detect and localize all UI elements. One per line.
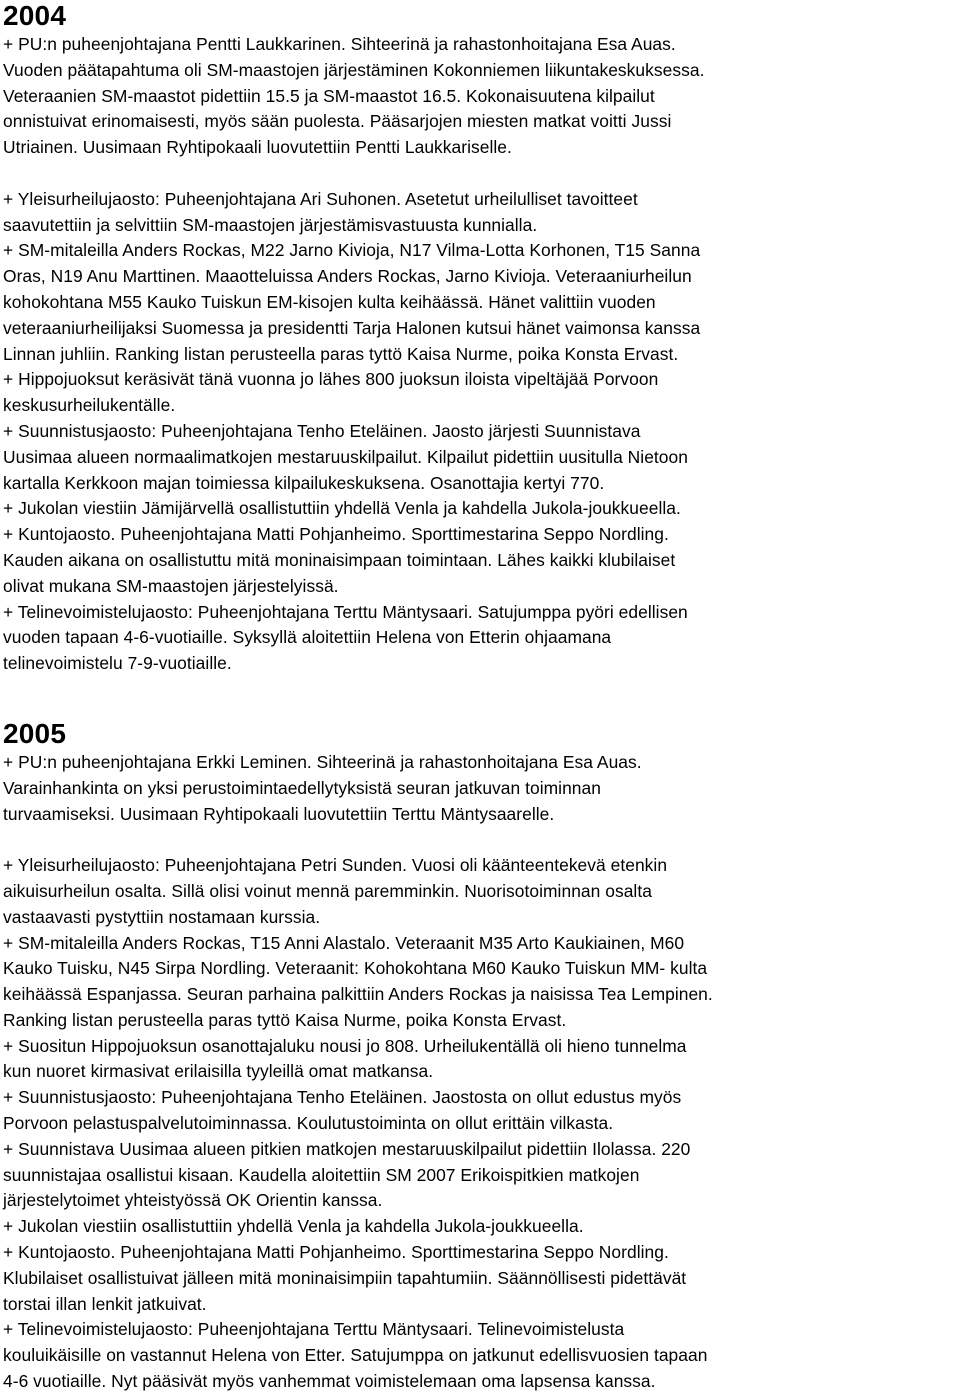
text-line: + Hippojuoksut keräsivät tänä vuonna jo lähes 800 juoksun iloista vipeltäjää Porvoon [3,369,659,390]
text-line: + PU:n puheenjohtajana Erkki Leminen. Sihteerinä ja rahastonhoitajana Esa Auas. [3,751,642,772]
paragraph-gap [3,161,957,187]
text-line: + Yleisurheilujaosto: Puheenjohtajana Petri Sunden. Vuosi oli käänteentekevä etenkin [3,855,668,876]
text-line: suunnistajaa osallistui kisaan. Kaudella aloitettiin SM 2007 Erikoispitkien matkojen [3,1164,640,1185]
text-line: keskusurheilukentälle. [3,395,176,416]
text-line: + Jukolan viestiin Jämijärvellä osallistuttiin yhdellä Venla ja kahdella Jukola-joukkueella. [3,498,681,519]
text-line: + Telinevoimistelujaosto: Puheenjohtajana Terttu Mäntysaari. Satujumppa pyöri edellisen [3,601,688,622]
text-line: + Yleisurheilujaosto: Puheenjohtajana Ari Suhonen. Asetetut urheilulliset tavoitteet [3,188,638,209]
text-line: Klubilaiset osallistuivat jälleen mitä moninaisimpiin tapahtumiin. Säännöllisesti pidettävät [3,1267,687,1288]
text-line: Uusimaa alueen normaalimatkojen mestaruuskilpailut. Kilpailut pidettiin uusitulla Nietoon [3,446,688,467]
paragraph-2004-sections [3,187,957,677]
text-line: + Suunnistusjaosto: Puheenjohtajana Tenho Eteläinen. Jaosto järjesti Suunnistava [3,420,641,441]
text-line: + Kuntojaosto. Puheenjohtajana Matti Pohjanheimo. Sporttimestarina Seppo Nordling. [3,1242,669,1263]
text-line: + PU:n puheenjohtajana Pentti Laukkarinen. Sihteerinä ja rahastonhoitajana Esa Auas. [3,34,676,54]
paragraph-gap [3,827,957,853]
text-line: järjestelytoimet yhteistyössä OK Orientin kanssa. [3,1190,383,1211]
text-line: Vuoden päätapahtuma oli SM-maastojen järjestäminen Kokonniemen liikuntakeskuksessa. [3,59,705,80]
text-line: torstai illan lenkit jatkuivat. [3,1293,207,1314]
text-line: + Jukolan viestiin osallistuttiin yhdellä Venla ja kahdella Jukola-joukkueella. [3,1216,584,1237]
text-line: Linnan juhliin. Ranking listan perusteella paras tyttö Kaisa Nurme, poika Konsta Ervast. [3,343,679,364]
text-line: vuoden tapaan 4-6-vuotiaille. Syksyllä aloitettiin Helena von Etterin ohjaamana [3,627,612,648]
text-line: Kauden aikana on osallistuttu mitä moninaisimpaan toimintaan. Lähes kaikki klubilaiset [3,549,676,570]
text-line: turvaamiseksi. Uusimaan Ryhtipokaali luovutettiin Terttu Mäntysaarelle. [3,803,555,824]
paragraph-2005-sections [3,853,957,1395]
paragraph-2005-board [3,750,957,827]
text-line: Veteraanien SM-maastot pidettiin 15.5 ja SM-maastot 16.5. Kokonaisuutena kilpailut [3,85,655,106]
paragraph-2004-board [3,32,957,161]
text-line: + Suunnistava Uusimaa alueen pitkien matkojen mestaruuskilpailut pidettiin Ilolassa. 220 [3,1138,691,1159]
text-line: Varainhankinta on yksi perustoimintaedellytyksistä seuran jatkuvan toiminnan [3,777,601,798]
text-line: kartalla Kerkkoon majan toimiessa kilpailukeskuksena. Osanottajia kertyi 770. [3,472,605,493]
text-line: kun nuoret kirmasivat erilaisilla tyyleillä omat matkansa. [3,1061,434,1082]
text-line: Utriainen. Uusimaan Ryhtipokaali luovutettiin Pentti Laukkariselle. [3,137,512,158]
text-line: + Suositun Hippojuoksun osanottajaluku nousi jo 808. Urheilukentällä oli hieno tunnelma [3,1035,687,1056]
text-line: kohokohtana M55 Kauko Tuiskun EM-kisojen kulta keihäässä. Hänet valittiin vuoden [3,291,656,312]
text-line: + SM-mitaleilla Anders Rockas, T15 Anni Alastalo. Veteraanit M35 Arto Kaukiainen, M60 [3,932,685,953]
text-line: 4-6 vuotiaille. Nyt pääsivät myös vanhemmat voimistelemaan oma lapsensa kanssa. [3,1371,656,1392]
text-line: + Kuntojaosto. Puheenjohtajana Matti Pohjanheimo. Sporttimestarina Seppo Nordling. [3,524,669,545]
text-line: onnistuivat erinomaisesti, myös sään puolesta. Pääsarjojen miesten matkat voitti Jussi [3,111,672,132]
text-line: aikuisurheilun osalta. Sillä olisi voinut mennä paremminkin. Nuorisotoiminnan osalta [3,880,652,901]
text-line: + Telinevoimistelujaosto: Puheenjohtajana Terttu Mäntysaari. Telinevoimistelusta [3,1319,625,1340]
text-line: olivat mukana SM-maastojen järjestelyissä. [3,575,339,596]
text-line: Kauko Tuisku, N45 Sirpa Nordling. Veteraanit: Kohokohtana M60 Kauko Tuiskun MM- kulta [3,958,708,979]
year-heading-2004: 2004 [3,0,67,31]
text-line: Ranking listan perusteella paras tyttö Kaisa Nurme, poika Konsta Ervast. [3,1009,567,1030]
text-line: Porvoon pelastuspalvelutoiminnassa. Koulutustoiminta on ollut erittäin vilkasta. [3,1113,614,1134]
text-line: vastaavasti pystyttiin nostamaan kurssia. [3,906,321,927]
text-line: keihäässä Espanjassa. Seuran parhaina palkittiin Anders Rockas ja naisissa Tea Lempinen. [3,984,713,1005]
text-line: kouluikäisille on vastannut Helena von Etter. Satujumppa on jatkunut edellisvuosien tapaan [3,1345,708,1366]
year-heading-2005: 2005 [3,717,67,749]
text-line: telinevoimistelu 7-9-vuotiaille. [3,653,232,674]
text-line: + SM-mitaleilla Anders Rockas, M22 Jarno Kivioja, N17 Vilma-Lotta Korhonen, T15 Sanna [3,240,701,261]
text-line: veteraaniurheilijaksi Suomessa ja presidentti Tarja Halonen kutsui hänet vaimonsa kanssa [3,317,701,338]
text-line: + Suunnistusjaosto: Puheenjohtajana Tenho Eteläinen. Jaostosta on ollut edustus myös [3,1087,682,1108]
text-line: saavutettiin ja selvittiin SM-maastojen järjestämisvastuusta kunnialla. [3,214,538,235]
text-line: Oras, N19 Anu Marttinen. Maaotteluissa Anders Rockas, Jarno Kivioja. Veteraaniurheilun [3,266,692,287]
